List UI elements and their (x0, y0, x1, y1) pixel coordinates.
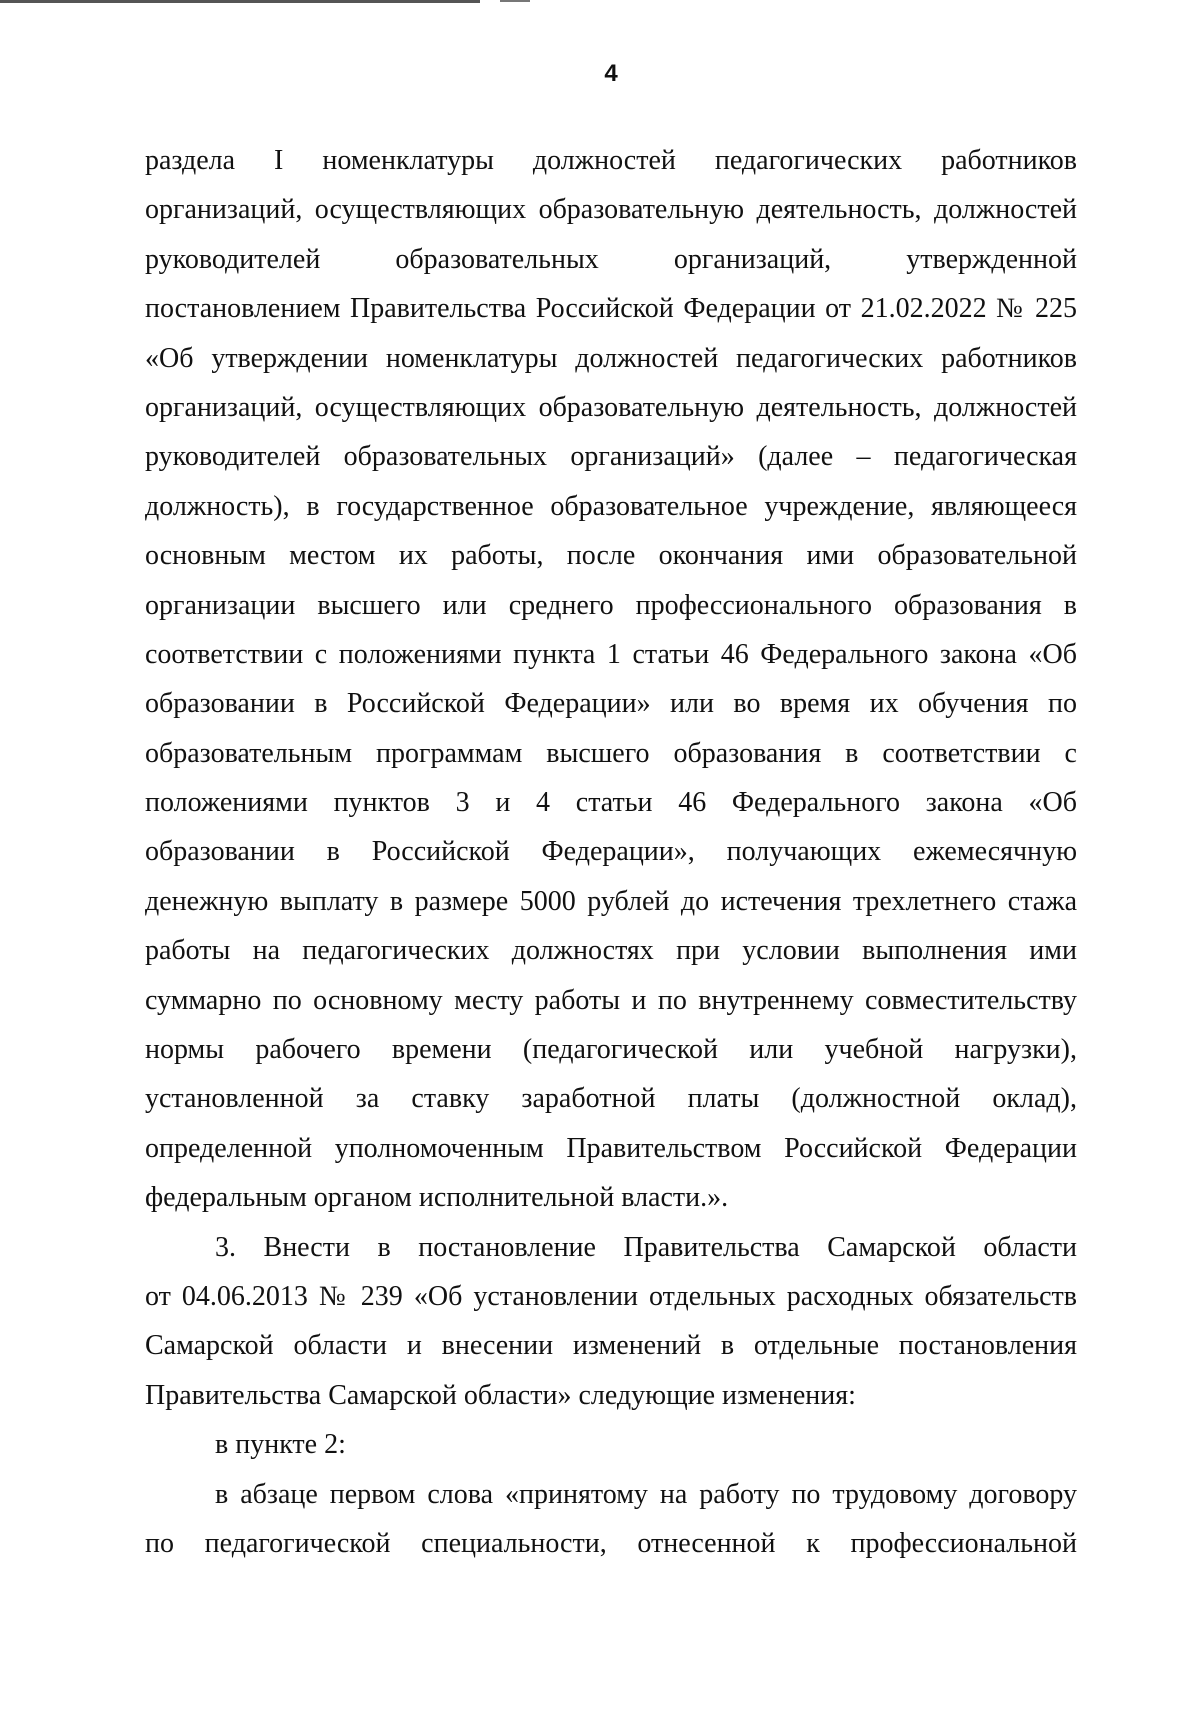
text-line: определенной уполномоченным Правительством Российской Федерации (145, 1132, 1077, 1164)
document-body (145, 136, 1077, 1568)
text-line: по педагогической специальности, отнесенной к профессиональной (145, 1527, 1077, 1559)
text-line: от 04.06.2013 № 239 «Об установлении отдельных расходных обязательств (145, 1280, 1077, 1312)
text-line: «Об утверждении номенклатуры должностей педагогических работников (145, 342, 1077, 374)
text-line: руководителей образовательных организаций, утвержденной (145, 243, 1077, 275)
text-line: должность), в государственное образовательное учреждение, являющееся (145, 490, 1077, 522)
text-line: положениями пунктов 3 и 4 статьи 46 Федерального закона «Об (145, 787, 1077, 819)
text-line: установленной за ставку заработной платы (должностной оклад), (145, 1083, 1077, 1115)
text-line: соответствии с положениями пункта 1 статьи 46 Федерального закона «Об (145, 638, 1077, 670)
text-line: федеральным органом исполнительной власти.». (145, 1182, 729, 1214)
scan-edge-mark (0, 0, 480, 3)
text-line: денежную выплату в размере 5000 рублей до истечения трехлетнего стажа (145, 885, 1077, 917)
text-line: работы на педагогических должностях при условии выполнения ими (145, 935, 1077, 967)
text-line: 3. Внести в постановление Правительства Самарской области (215, 1231, 1077, 1263)
page-number: 4 (604, 60, 618, 87)
scan-edge-mark (500, 0, 530, 2)
text-line: раздела I номенклатуры должностей педагогических работников (145, 145, 1077, 176)
text-line: постановлением Правительства Российской Федерации от 21.02.2022 № 225 (145, 293, 1077, 325)
text-line: организации высшего или среднего профессионального образования в (145, 589, 1077, 621)
text-line: образовании в Российской Федерации» или во время их обучения по (145, 688, 1077, 720)
text-line: основным местом их работы, после окончания ими образовательной (145, 540, 1077, 572)
text-line: руководителей образовательных организаций» (далее – педагогическая (145, 441, 1077, 473)
text-line: организаций, осуществляющих образовательную деятельность, должностей (145, 194, 1077, 226)
text-line: образовании в Российской Федерации», получающих ежемесячную (145, 836, 1077, 868)
text-line: образовательным программам высшего образования в соответствии с (145, 737, 1077, 769)
text-line: в абзаце первом слова «принятому на работу по трудовому договору (215, 1478, 1077, 1510)
text-line: Самарской области и внесении изменений в отдельные постановления (145, 1330, 1077, 1362)
text-line: нормы рабочего времени (педагогической или учебной нагрузки), (145, 1034, 1077, 1066)
text-line: в пункте 2: (215, 1429, 346, 1461)
text-line: суммарно по основному месту работы и по внутреннему совместительству (145, 984, 1077, 1016)
text-line: Правительства Самарской области» следующие изменения: (145, 1379, 856, 1411)
text-line: организаций, осуществляющих образовательную деятельность, должностей (145, 391, 1077, 423)
